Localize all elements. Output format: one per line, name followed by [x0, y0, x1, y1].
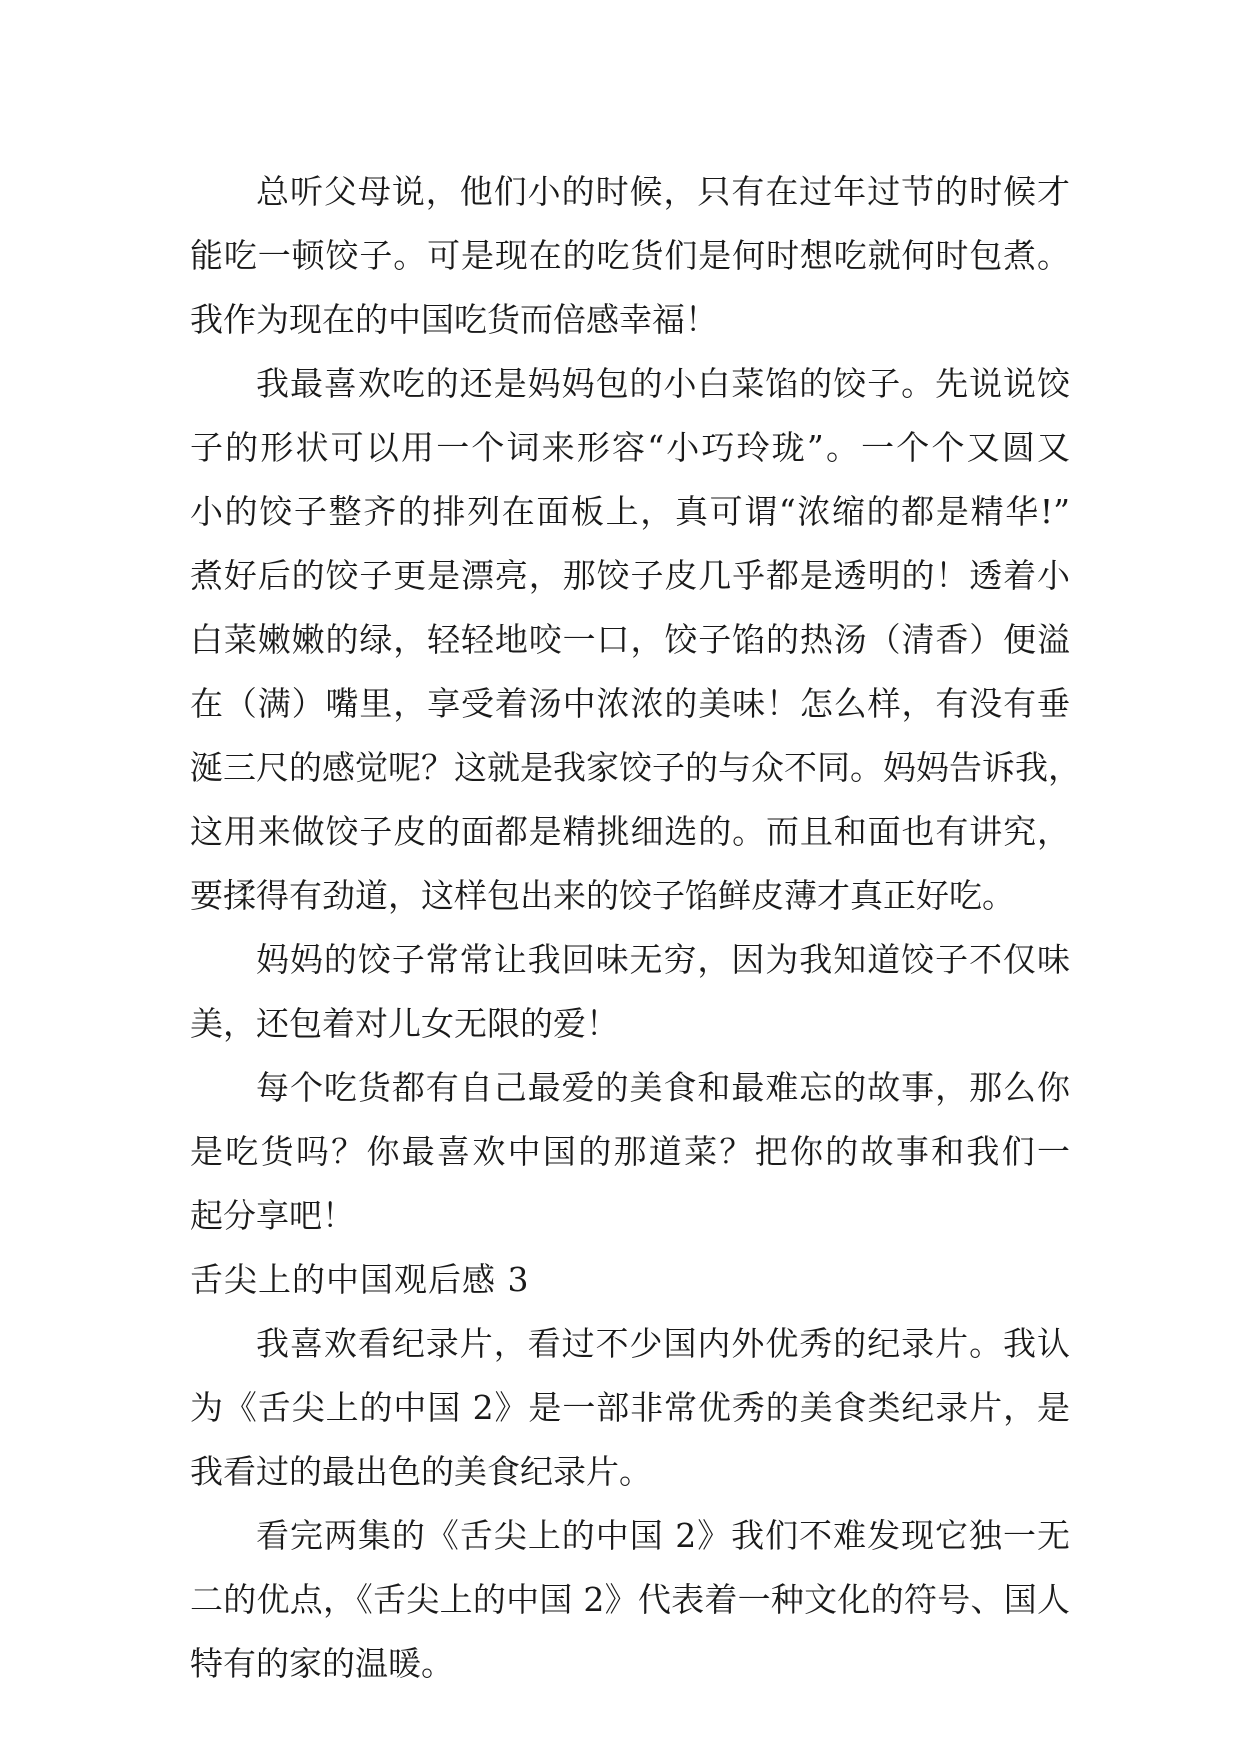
section-title: 舌尖上的中国观后感 3	[190, 1260, 530, 1299]
paragraph	[190, 1056, 1070, 1248]
paragraph	[190, 1312, 1070, 1504]
paragraph	[190, 160, 1070, 352]
text-line: 二的优点，《舌尖上的中国 2》代表着一种文化的符号、国人	[190, 1580, 1070, 1619]
text-line: 起分享吧！	[190, 1196, 355, 1235]
text-line: 我看过的最出色的美食纪录片。	[190, 1452, 652, 1491]
text-line: 看完两集的《舌尖上的中国 2》我们不难发现它独一无	[256, 1516, 1070, 1555]
text-line: 为《舌尖上的中国 2》是一部非常优秀的美食类纪录片，是	[190, 1388, 1070, 1427]
text-line: 我作为现在的中国吃货而倍感幸福！	[190, 300, 718, 339]
text-line: 总听父母说，他们小的时候，只有在过年过节的时候才	[256, 172, 1070, 211]
text-line: 我最喜欢吃的还是妈妈包的小白菜馅的饺子。先说说饺	[256, 364, 1070, 403]
text-line: 妈妈的饺子常常让我回味无穷，因为我知道饺子不仅味	[256, 940, 1070, 979]
text-line: 是吃货吗？你最喜欢中国的那道菜？把你的故事和我们一	[190, 1132, 1070, 1171]
text-line: 小的饺子整齐的排列在面板上，真可谓“浓缩的都是精华!”	[190, 492, 1070, 531]
text-line: 要揉得有劲道，这样包出来的饺子馅鲜皮薄才真正好吃。	[190, 876, 1015, 915]
text-line: 涎三尺的感觉呢？这就是我家饺子的与众不同。妈妈告诉我，	[190, 748, 1081, 787]
text-line: 在（满）嘴里，享受着汤中浓浓的美味！怎么样，有没有垂	[190, 684, 1070, 723]
paragraph	[190, 928, 1070, 1056]
text-line: 子的形状可以用一个词来形容“小巧玲珑”。一个个又圆又	[190, 428, 1070, 467]
text-line: 特有的家的温暖。	[190, 1644, 454, 1683]
text-line: 美，还包着对儿女无限的爱！	[190, 1004, 619, 1043]
text-line: 我喜欢看纪录片，看过不少国内外优秀的纪录片。我认	[256, 1324, 1070, 1363]
text-line: 白菜嫩嫩的绿，轻轻地咬一口，饺子馅的热汤（清香）便溢	[190, 620, 1070, 659]
paragraph	[190, 352, 1081, 928]
text-line: 能吃一顿饺子。可是现在的吃货们是何时想吃就何时包煮。	[190, 236, 1070, 275]
paragraph	[190, 1504, 1070, 1696]
text-line: 每个吃货都有自己最爱的美食和最难忘的故事，那么你	[256, 1068, 1070, 1107]
text-line: 这用来做饺子皮的面都是精挑细选的。而且和面也有讲究，	[190, 812, 1070, 851]
text-line: 煮好后的饺子更是漂亮，那饺子皮几乎都是透明的！透着小	[190, 556, 1070, 595]
document-page	[190, 160, 1081, 1696]
